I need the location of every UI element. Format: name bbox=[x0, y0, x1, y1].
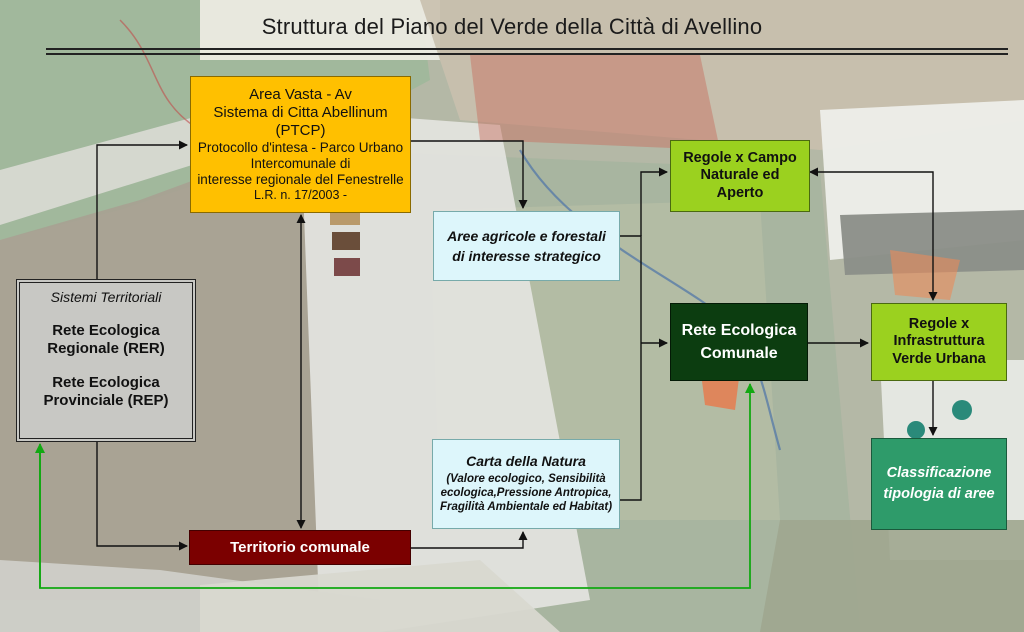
sistemi-territoriali-box bbox=[16, 279, 196, 442]
title-rule-bottom bbox=[46, 53, 1008, 55]
area-vasta-subtitle: Sistema di Citta Abellinum bbox=[213, 103, 388, 121]
rer-line2: Regionale (RER) bbox=[47, 339, 165, 357]
carta-natura-line3: Fragilità Ambientale ed Habitat) bbox=[439, 500, 613, 513]
rete-comunale-box bbox=[670, 303, 808, 381]
area-vasta-box bbox=[190, 76, 411, 213]
regole-infra-line2: Infrastruttura bbox=[893, 333, 985, 350]
regole-infra-line3: Verde Urbana bbox=[892, 350, 986, 367]
regole-campo-line2: Naturale ed bbox=[700, 167, 780, 184]
aree-agricole-line1: Aree agricole e forestali bbox=[447, 227, 606, 244]
diagram-title: Struttura del Piano del Verde della Città di Avellino bbox=[261, 14, 763, 39]
classificazione-box bbox=[871, 438, 1007, 530]
classificazione-line1: Classificazione bbox=[886, 465, 992, 482]
area-vasta-ptcp: (PTCP) bbox=[275, 121, 326, 139]
rete-comunale-line1: Rete Ecologica bbox=[681, 322, 797, 340]
carta-natura-line1: (Valore ecologico, Sensibilità bbox=[446, 473, 606, 486]
carta-natura-line2: ecologica,Pressione Antropica, bbox=[440, 487, 612, 499]
classificazione-line2: tipologia di aree bbox=[883, 485, 995, 502]
rer-line1: Rete Ecologica bbox=[52, 321, 160, 339]
area-vasta-protocollo: Protocollo d'intesa - Parco Urbano bbox=[197, 139, 404, 155]
area-vasta-intercomunale: Intercomunale di bbox=[250, 155, 351, 171]
aree-agricole-box bbox=[433, 211, 620, 281]
area-vasta-fenestrelle: interesse regionale del Fenestrelle bbox=[197, 172, 404, 188]
rep-line1: Rete Ecologica bbox=[52, 373, 160, 391]
carta-natura-title: Carta della Natura bbox=[466, 453, 586, 470]
rete-comunale-line2: Comunale bbox=[700, 344, 778, 362]
area-vasta-legge: L.R. n. 17/2003 - bbox=[253, 188, 348, 203]
territorio-comunale-box bbox=[189, 530, 411, 565]
carta-natura-box bbox=[432, 439, 620, 529]
regole-campo-box bbox=[670, 140, 810, 212]
sistemi-heading: Sistemi Territoriali bbox=[50, 289, 162, 305]
regole-campo-line1: Regole x Campo bbox=[683, 149, 797, 166]
regole-infrastruttura-box bbox=[871, 303, 1007, 381]
regole-infra-line1: Regole x bbox=[908, 315, 970, 332]
rep-line2: Provinciale (REP) bbox=[43, 391, 169, 409]
title-rule-top bbox=[46, 48, 1008, 50]
territorio-label: Territorio comunale bbox=[230, 538, 370, 556]
area-vasta-title: Area Vasta - Av bbox=[249, 85, 352, 103]
aree-agricole-line2: di interesse strategico bbox=[452, 247, 601, 264]
regole-campo-line3: Aperto bbox=[716, 184, 764, 201]
